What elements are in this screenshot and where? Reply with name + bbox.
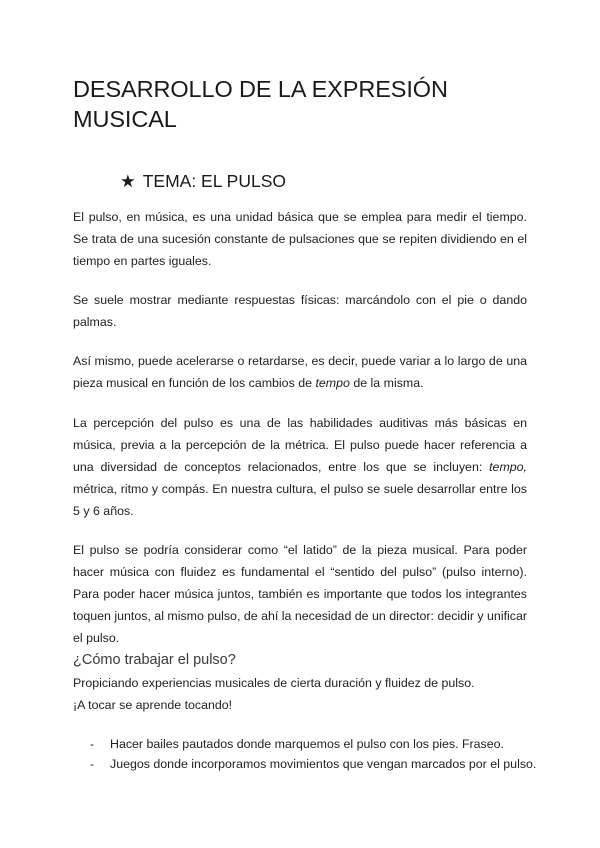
section-intro-line-2: ¡A tocar se aprende tocando! (73, 698, 233, 712)
paragraph-pulse-perception (73, 412, 527, 522)
paragraph-heartbeat: El pulso se podría considerar como “el latido” de la pieza musical. Para poder hacer música con fluidez es fundamental el “sentido del pulso” (pulso interno). Para poder hacer música juntos, también es importante que todos los integrantes toquen juntos, al mismo pulso, de ahí la necesidad de un director: decidir y unificar el pulso. (73, 543, 527, 645)
paragraph-physical-responses: Se suele mostrar mediante respuestas físicas: marcándolo con el pie o dando palmas. (73, 293, 527, 329)
list-item-text: Juegos donde incorporamos movimientos que vengan marcados por el pulso. (110, 757, 537, 771)
paragraph-text: La percepción del pulso es una de las habilidades auditivas más básicas en música, previa a la percepción de la métrica. El pulso puede hacer referencia a una diversidad de conceptos relacionados, entre los que se incluyen: (73, 416, 527, 474)
italic-term: tempo, (489, 460, 527, 474)
bullet-marker: - (90, 757, 95, 771)
paragraph-text: de la misma. (349, 376, 424, 390)
section-intro-line-1: Propiciando experiencias musicales de cierta duración y fluidez de pulso. (73, 676, 475, 690)
bullet-marker: - (90, 737, 95, 751)
topic-heading (120, 170, 286, 192)
paragraph-pulse-definition: El pulso, en música, es una unidad básica que se emplea para medir el tiempo. Se trata de una sucesión constante de pulsaciones que se repiten dividiendo en el tiempo en partes iguales. (73, 210, 527, 268)
section-heading: ¿Cómo trabajar el pulso? (73, 652, 236, 668)
list-item (73, 754, 543, 774)
list-item-text: Hacer bailes pautados donde marquemos el pulso con los pies. Fraseo. (110, 737, 504, 751)
bullet-list (73, 734, 543, 774)
document-title: DESARROLLO DE LA EXPRESIÓN MUSICAL (73, 76, 448, 132)
topic-label: TEMA: EL PULSO (142, 171, 286, 191)
star-icon: ★ (120, 171, 136, 191)
paragraph-text: métrica, ritmo y compás. En nuestra cultura, el pulso se suele desarrollar entre los 5 y 6 años. (73, 482, 527, 518)
list-item (73, 734, 543, 754)
italic-term: tempo (315, 376, 350, 390)
paragraph-text: Así mismo, puede acelerarse o retardarse, es decir, puede variar a lo largo de una pieza musical en función de los cambios de (73, 354, 527, 390)
paragraph-tempo-variation (73, 350, 527, 394)
